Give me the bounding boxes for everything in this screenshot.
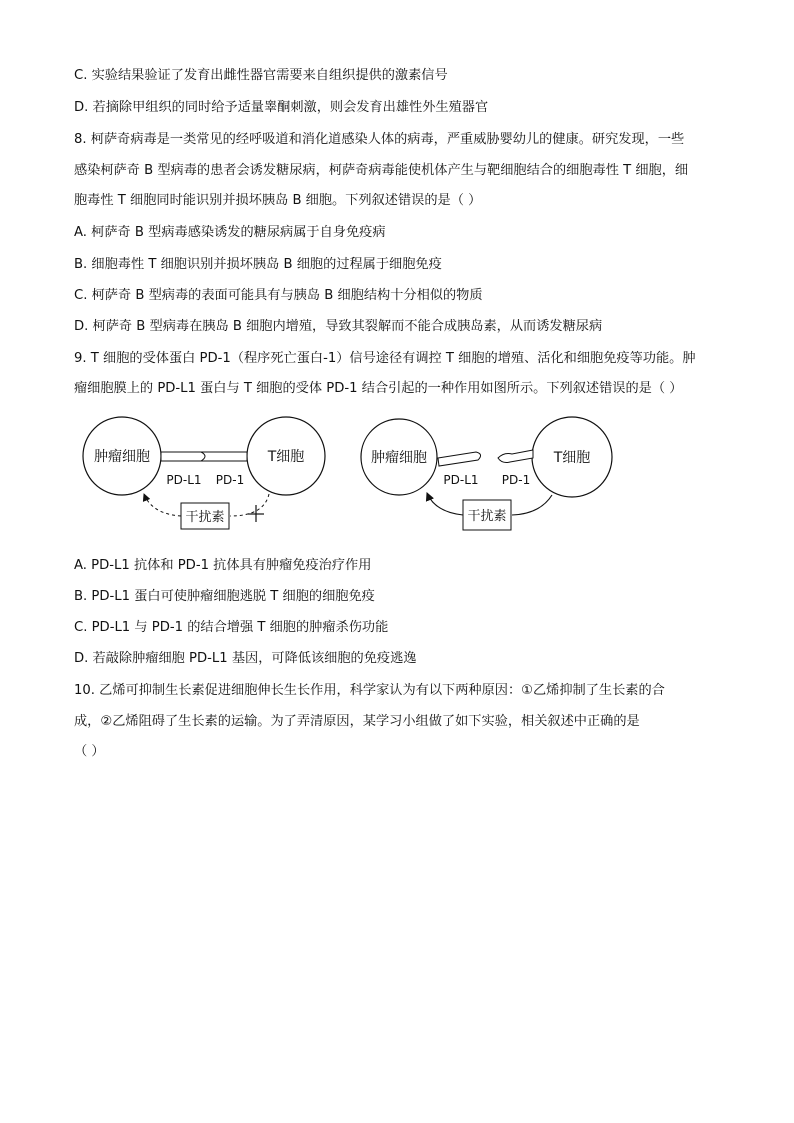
left-t-cell-label: T细胞 <box>267 449 305 465</box>
right-t-cell-label: T细胞 <box>553 450 591 466</box>
left-diagram <box>83 417 325 529</box>
right-pd1-shape <box>498 450 533 463</box>
left-pd1-shape <box>201 452 247 461</box>
question-8-option-d: D. 柯萨奇 B 型病毒在胰岛 B 细胞内增殖，导致其裂解而不能合成胰岛素，从而诱发糖尿病 <box>74 319 603 334</box>
left-tumor-cell-label: 肿瘤细胞 <box>94 449 150 465</box>
question-10-stem-line-2: 成，②乙烯阻碍了生长素的运输。为了弄清原因，某学习小组做了如下实验，相关叙述中正确的是 <box>74 714 640 729</box>
pd1-pdl1-diagram <box>78 408 618 544</box>
line-option-d-prev: D. 若摘除甲组织的同时给予适量睾酮刺激，则会发育出雄性外生殖器官 <box>74 100 489 115</box>
question-9-option-b: B. PD-L1 蛋白可使肿瘤细胞逃脱 T 细胞的细胞免疫 <box>74 589 375 604</box>
line-option-c-prev: C. 实验结果验证了发育出雌性器官需要来自组织提供的激素信号 <box>74 68 448 83</box>
right-pd1-label: PD-1 <box>501 473 531 487</box>
right-interferon-label: 干扰素 <box>467 509 507 524</box>
left-pdl1-shape <box>161 452 206 461</box>
question-8-option-c: C. 柯萨奇 B 型病毒的表面可能具有与胰岛 B 细胞结构十分相似的物质 <box>74 288 483 303</box>
question-8-stem-line-1: 8. 柯萨奇病毒是一类常见的经呼吸道和消化道感染人体的病毒，严重威胁婴幼儿的健康。研究发现，一些 <box>74 132 685 147</box>
question-8-stem-line-2: 感染柯萨奇 B 型病毒的患者会诱发糖尿病，柯萨奇病毒能使机体产生与靶细胞结合的细胞毒性 T 细胞，细 <box>74 163 689 178</box>
left-inhibition-mark <box>248 505 264 522</box>
right-pdl1-shape <box>438 452 481 466</box>
question-10-stem-line-1: 10. 乙烯可抑制生长素促进细胞伸长生长作用，科学家认为有以下两种原因：①乙烯抑制了生长素的合 <box>74 683 665 698</box>
left-pd1-label: PD-1 <box>215 473 245 487</box>
right-diagram <box>361 417 612 530</box>
question-8-option-b: B. 细胞毒性 T 细胞识别并损坏胰岛 B 细胞的过程属于细胞免疫 <box>74 257 442 272</box>
left-pdl1-label: PD-L1 <box>166 473 202 487</box>
question-9-option-d: D. 若敲除肿瘤细胞 PD-L1 基因，可降低该细胞的免疫逃逸 <box>74 651 417 666</box>
question-9-stem-line-2: 瘤细胞膜上的 PD-L1 蛋白与 T 细胞的受体 PD-1 结合引起的一种作用如图所示。下列叙述错误的是（ ） <box>74 381 683 396</box>
right-arrow-interferon-to-tumor <box>427 493 463 515</box>
right-tumor-cell-label: 肿瘤细胞 <box>371 450 427 466</box>
right-arrow-t-to-interferon <box>512 495 552 515</box>
question-8-stem-line-3: 胞毒性 T 细胞同时能识别并损坏胰岛 B 细胞。下列叙述错误的是（ ） <box>74 193 482 208</box>
question-9-stem-line-1: 9. T 细胞的受体蛋白 PD-1（程序死亡蛋白-1）信号途径有调控 T 细胞的增殖、活化和细胞免疫等功能。肿 <box>74 351 696 366</box>
question-9-option-a: A. PD-L1 抗体和 PD-1 抗体具有肿瘤免疫治疗作用 <box>74 558 372 573</box>
question-10-stem-line-3: （ ） <box>74 744 105 759</box>
right-pdl1-label: PD-L1 <box>443 473 479 487</box>
left-dashed-arrow-t-to-interferon <box>230 494 269 516</box>
left-dashed-arrow-interferon-to-tumor <box>144 494 181 516</box>
question-8-option-a: A. 柯萨奇 B 型病毒感染诱发的糖尿病属于自身免疫病 <box>74 225 386 240</box>
left-interferon-label: 干扰素 <box>185 510 225 525</box>
question-9-option-c: C. PD-L1 与 PD-1 的结合增强 T 细胞的肿瘤杀伤功能 <box>74 620 389 635</box>
